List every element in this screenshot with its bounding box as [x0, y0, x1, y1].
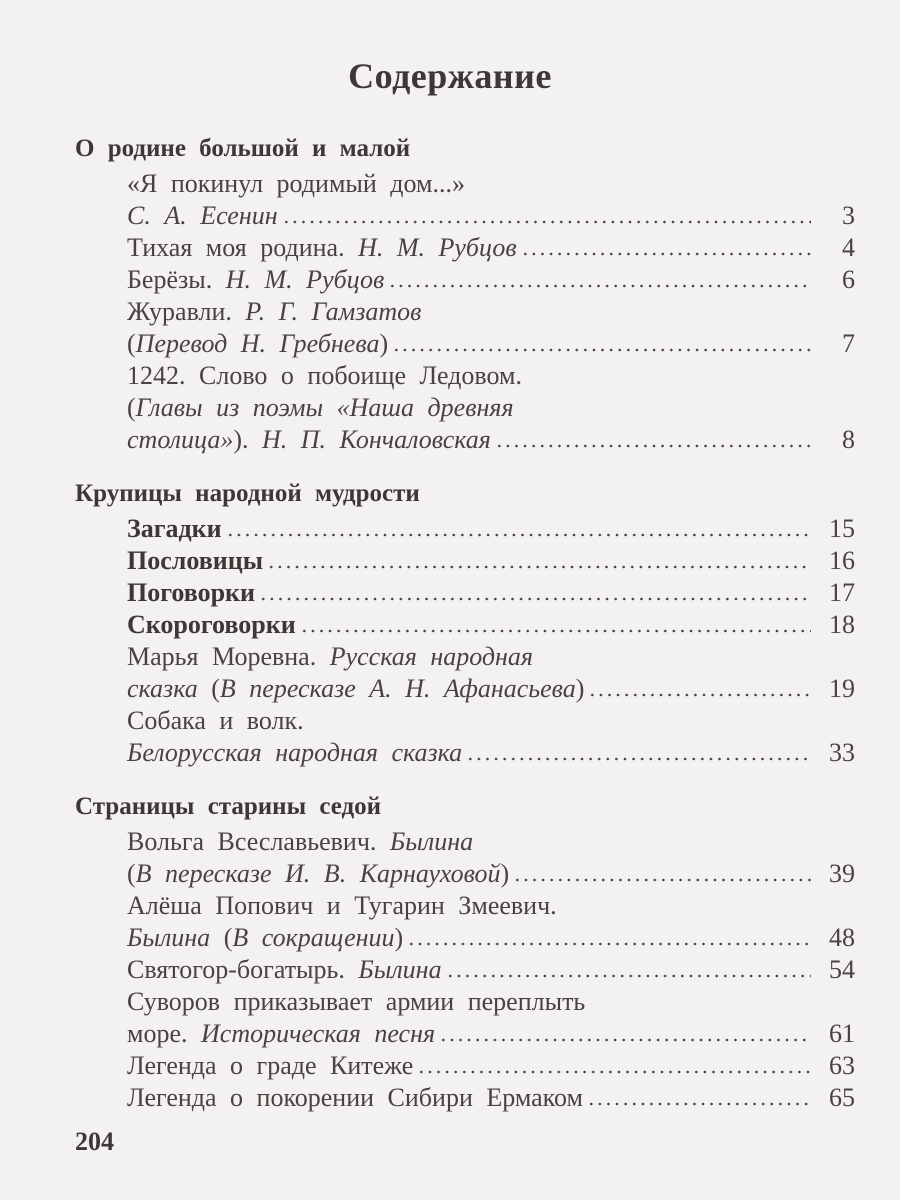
entry-title-text: Святогор-богатырь. — [127, 955, 359, 984]
entry-page-number: 4 — [842, 233, 855, 262]
entry-title-text: Журавли. — [127, 297, 246, 326]
entry-line — [127, 1082, 855, 1114]
entry-line — [127, 673, 855, 705]
entry-author-or-note: Былина — [389, 827, 474, 856]
entry-line — [127, 705, 855, 737]
entry-title-text: Легенда о покорении Сибири Ермаком — [127, 1083, 583, 1112]
entry-line — [127, 737, 855, 769]
dot-leader — [495, 444, 811, 448]
entry-title-text: Тихая моя родина. — [127, 233, 359, 262]
toc-entry[interactable] — [127, 545, 855, 577]
entry-line — [127, 577, 855, 609]
entry-title-text: Марья Моревна. — [127, 642, 330, 671]
entry-text — [127, 1050, 413, 1082]
entry-title-text: Алёша Попович и Тугарин Змеевич. — [127, 891, 557, 920]
entry-title-text: Загадки — [127, 514, 222, 543]
entry-line — [127, 1050, 855, 1082]
entry-text — [127, 264, 384, 296]
entry-title-text: ) — [575, 674, 585, 703]
entry-author-or-note: С. А. Есенин — [127, 201, 278, 230]
entry-line — [127, 545, 855, 577]
entry-page-number: 19 — [829, 674, 855, 703]
entry-author-or-note: Белорусская народная сказка — [127, 738, 463, 767]
entry-page-number: 61 — [829, 1019, 855, 1048]
dot-leader — [267, 565, 811, 569]
dot-leader — [300, 629, 811, 633]
entry-page-number: 3 — [842, 201, 855, 230]
entry-title-text: Пословицы — [127, 546, 264, 575]
entry-title-text: ) — [500, 859, 510, 888]
toc-entry[interactable] — [127, 705, 855, 769]
entry-text — [127, 513, 222, 545]
entry-text — [127, 858, 509, 890]
entry-text — [127, 705, 304, 737]
toc-entry[interactable] — [127, 641, 855, 705]
entry-text — [127, 826, 473, 858]
entry-text — [127, 986, 585, 1018]
entry-author-or-note: В пересказе И. В. Карнауховой — [135, 859, 501, 888]
entry-title-text: «Я покинул родимый дом...» — [127, 169, 465, 198]
entry-text — [127, 641, 533, 673]
entry-line — [127, 264, 855, 296]
entry-title-text: ( — [127, 859, 136, 888]
dot-leader — [446, 974, 811, 978]
entry-line — [127, 360, 855, 392]
entry-title-text: ). — [233, 425, 262, 454]
entry-author-or-note: Былина — [127, 923, 211, 952]
page-number: 204 — [75, 1127, 114, 1156]
toc-section — [75, 788, 855, 1114]
entry-text — [127, 737, 462, 769]
section-heading: О родине большой и малой — [75, 135, 411, 162]
entry-line — [127, 200, 855, 232]
entry-title-text: ( — [210, 923, 233, 952]
entry-author-or-note: Р. Г. Гамзатов — [245, 297, 422, 326]
entry-line — [127, 1018, 855, 1050]
entry-line — [127, 513, 855, 545]
entry-text — [127, 673, 584, 705]
entry-author-or-note: сказка — [127, 674, 198, 703]
entry-page-number: 63 — [829, 1051, 855, 1080]
entry-title-text: ) — [394, 923, 404, 952]
toc-entry[interactable] — [127, 826, 855, 890]
dot-leader — [226, 533, 811, 537]
dot-leader — [417, 1070, 811, 1074]
entry-title-text: ) — [379, 329, 389, 358]
toc-entry[interactable] — [127, 954, 855, 986]
toc-entry[interactable] — [127, 890, 855, 954]
page-title: Содержание — [348, 56, 552, 96]
entry-page-number: 15 — [829, 514, 855, 543]
toc-entry[interactable] — [127, 360, 855, 456]
entry-text — [127, 545, 263, 577]
dot-leader — [282, 220, 811, 224]
entry-line — [127, 296, 855, 328]
toc-entry[interactable] — [127, 232, 855, 264]
entry-title-text: Поговорки — [127, 578, 256, 607]
entry-title-text: Скороговорки — [127, 610, 296, 639]
entry-title-text: ( — [127, 329, 136, 358]
entry-page-number: 54 — [829, 955, 855, 984]
section-heading: Крупицы народной мудрости — [75, 480, 420, 507]
toc-section — [75, 475, 855, 769]
toc-entry[interactable] — [127, 1082, 855, 1114]
entry-page-number: 7 — [842, 329, 855, 358]
entry-text — [127, 200, 278, 232]
entry-line — [127, 890, 855, 922]
entry-page-number: 48 — [829, 923, 855, 952]
entry-page-number: 16 — [829, 546, 855, 575]
entry-author-or-note: Былина — [358, 955, 442, 984]
entry-page-number: 17 — [829, 578, 855, 607]
dot-leader — [521, 252, 811, 256]
entry-text — [127, 360, 522, 392]
entry-author-or-note: Перевод Н. Гребнева — [135, 329, 380, 358]
section-heading: Страницы старины седой — [75, 793, 382, 820]
entry-line — [127, 922, 855, 954]
entry-page-number: 65 — [829, 1083, 855, 1112]
dot-leader — [466, 757, 811, 761]
entry-line — [127, 168, 855, 200]
entry-title-text: море. — [127, 1019, 201, 1048]
entry-title-text: Берёзы. — [127, 265, 226, 294]
entry-author-or-note: Русская народная — [329, 642, 534, 671]
dot-leader — [388, 284, 811, 288]
entry-title-text: Легенда о граде Китеже — [127, 1051, 414, 1080]
dot-leader — [259, 597, 811, 601]
entry-text — [127, 328, 388, 360]
entry-text — [127, 424, 491, 456]
entry-author-or-note: столица» — [127, 425, 234, 454]
toc-section — [75, 130, 855, 456]
entry-text — [127, 168, 465, 200]
entry-text — [127, 392, 514, 424]
entry-page-number: 39 — [829, 859, 855, 888]
toc-entry[interactable] — [127, 264, 855, 296]
entry-author-or-note: Главы из поэмы «Наша древняя — [135, 393, 514, 422]
entry-title-text: Вольга Всеславьевич. — [127, 827, 390, 856]
entry-text — [127, 1018, 435, 1050]
entry-page-number: 8 — [842, 425, 855, 454]
dot-leader — [587, 1102, 811, 1106]
entry-text — [127, 232, 517, 264]
toc-entry[interactable] — [127, 168, 855, 232]
entry-line — [127, 641, 855, 673]
toc-entry[interactable] — [127, 986, 855, 1050]
dot-leader — [588, 693, 811, 697]
entry-title-text: ( — [197, 674, 220, 703]
entry-author-or-note: В сокращении — [232, 923, 395, 952]
entry-text — [127, 609, 296, 641]
entry-line — [127, 858, 855, 890]
dot-leader — [392, 348, 811, 352]
entry-text — [127, 922, 403, 954]
entry-title-text: 1242. Слово о побоище Ледовом. — [127, 361, 522, 390]
entry-line — [127, 392, 855, 424]
entry-text — [127, 1082, 583, 1114]
entry-title-text: ( — [127, 393, 136, 422]
toc-entry[interactable] — [127, 1050, 855, 1082]
entry-title-text: Суворов приказывает армии переплыть — [127, 987, 586, 1016]
entry-line — [127, 609, 855, 641]
entry-author-or-note: Н. М. Рубцов — [358, 233, 517, 262]
entry-text — [127, 890, 557, 922]
entry-line — [127, 232, 855, 264]
entry-title-text: Собака и волк. — [127, 706, 304, 735]
toc-entry[interactable] — [127, 577, 855, 609]
entry-page-number: 33 — [829, 738, 855, 767]
entry-line — [127, 826, 855, 858]
entry-text — [127, 954, 442, 986]
entry-author-or-note: В пересказе А. Н. Афанасьева — [219, 674, 576, 703]
dot-leader — [513, 878, 811, 882]
toc-entry[interactable] — [127, 296, 855, 360]
dot-leader — [439, 1038, 811, 1042]
entry-text — [127, 296, 421, 328]
entry-line — [127, 954, 855, 986]
toc-entry[interactable] — [127, 609, 855, 641]
entry-author-or-note: Историческая песня — [201, 1019, 436, 1048]
entry-line — [127, 986, 855, 1018]
entry-page-number: 6 — [842, 265, 855, 294]
entry-line — [127, 328, 855, 360]
entry-line — [127, 424, 855, 456]
dot-leader — [407, 942, 811, 946]
entry-page-number: 18 — [829, 610, 855, 639]
entry-author-or-note: Н. М. Рубцов — [225, 265, 385, 294]
entry-author-or-note: Н. П. Кончаловская — [262, 425, 491, 454]
toc-entry[interactable] — [127, 513, 855, 545]
table-of-contents — [75, 130, 855, 1133]
entry-text — [127, 577, 255, 609]
